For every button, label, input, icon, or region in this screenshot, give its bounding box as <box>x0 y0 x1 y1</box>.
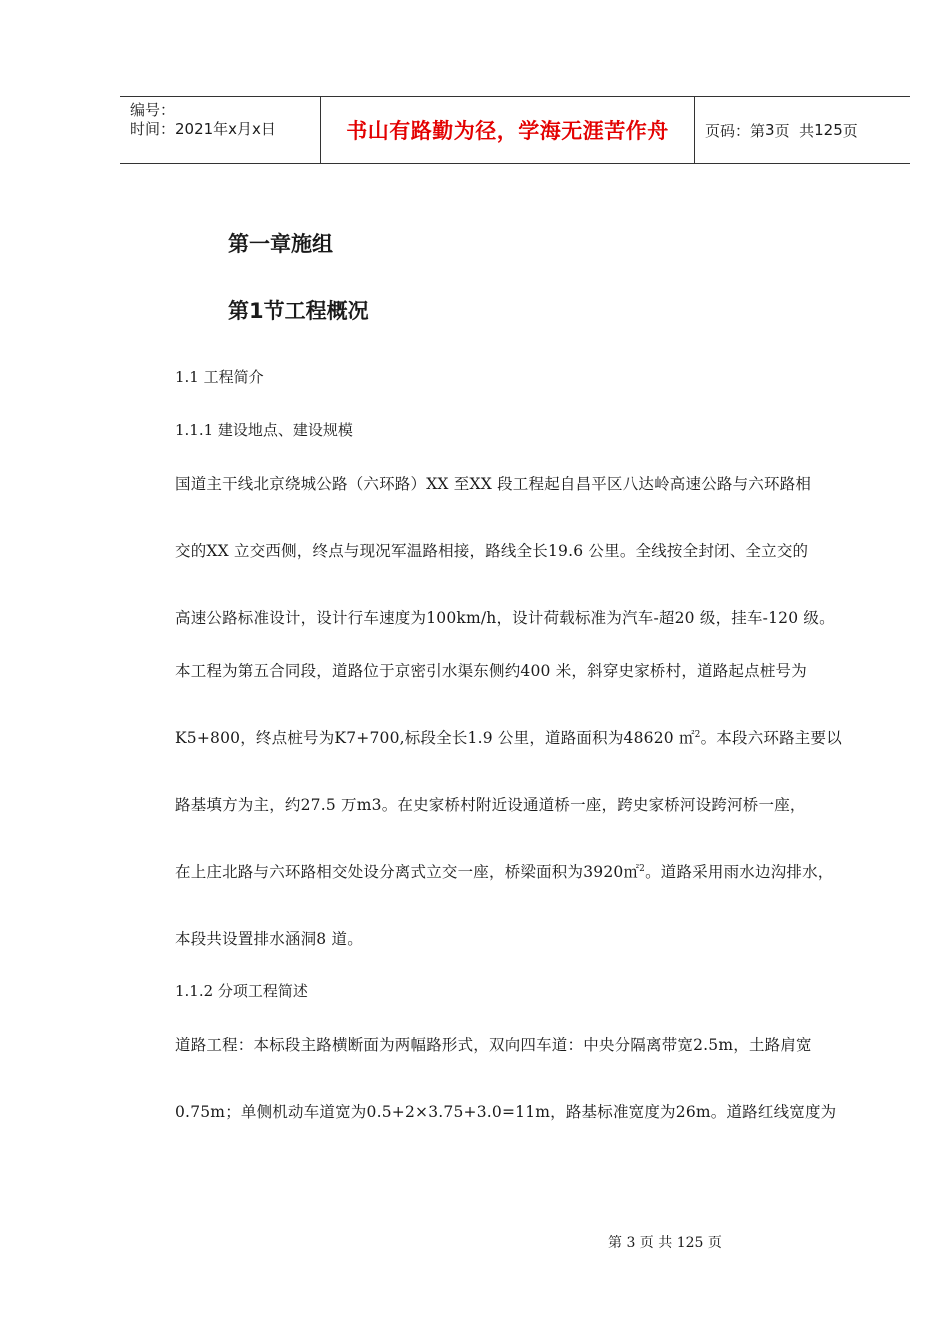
subsection-heading-1-1: 1.1 工程简介 <box>175 368 264 386</box>
paragraph-line: 0.75m；单侧机动车道宽为0.5+2×3.75+3.0=11m，路基标准宽度为26m。道路红线宽度为 <box>175 1103 837 1121</box>
page-number: 3 <box>765 121 775 139</box>
total-pages: 125 <box>814 121 843 139</box>
page-prefix: 页码：第 <box>705 121 766 140</box>
paragraph-line: 国道主干线北京绕城公路（六环路）XX 至XX 段工程起自昌平区八达岭高速公路与六环路相 <box>175 475 812 493</box>
superscript: 2 <box>639 863 646 874</box>
header-motto: 书山有路勤为径，学海无涯苦作舟 <box>321 97 695 163</box>
paragraph-text: K5+800，终点桩号为K7+700,标段全长1.9 公里，道路面积为48620 ㎡ <box>175 729 695 747</box>
paragraph-line: 道路工程：本标段主路横断面为两幅路形式，双向四车道：中央分隔离带宽2.5m，土路肩宽 <box>175 1036 812 1054</box>
document-number-label: 编号： <box>130 101 176 119</box>
superscript: 2 <box>694 729 701 740</box>
paragraph-line: 本段共设置排水涵洞8 道。 <box>175 930 363 948</box>
page-mid: 页 共 <box>774 121 815 140</box>
header-meta-cell <box>120 97 321 163</box>
chapter-title: 第一章施组 <box>228 232 333 256</box>
page-suffix: 页 <box>842 121 858 140</box>
page-footer: 第 3 页 共 125 页 <box>608 1235 722 1251</box>
paragraph-text: 在上庄北路与六环路相交处设分离式立交一座，桥梁面积为3920㎡ <box>175 863 640 881</box>
paragraph-line <box>175 726 865 748</box>
paragraph-line: 本工程为第五合同段，道路位于京密引水渠东侧约400 米，斜穿史家桥村，道路起点桩号为 <box>175 662 807 680</box>
paragraph-line: 高速公路标准设计，设计行车速度为100km/h，设计荷载标准为汽车-超20 级，挂车-120 级。 <box>175 609 835 627</box>
section-title: 第1节工程概况 <box>228 299 369 323</box>
page-header <box>120 96 910 164</box>
header-page-info <box>695 97 910 163</box>
document-time-label: 时间：2021年x月x日 <box>130 120 276 138</box>
paragraph-text: 。本段六环路主要以 <box>700 729 842 747</box>
subsection-heading-1-1-1: 1.1.1 建设地点、建设规模 <box>175 421 353 439</box>
paragraph-line <box>175 860 865 882</box>
paragraph-line: 交的XX 立交西侧，终点与现况军温路相接，路线全长19.6 公里。全线按全封闭、全立交的 <box>175 542 809 560</box>
paragraph-text: 。道路采用雨水边沟排水， <box>645 863 834 881</box>
paragraph-line: 路基填方为主，约27.5 万m3。在史家桥村附近设通道桥一座，跨史家桥河设跨河桥一座， <box>175 796 806 814</box>
subsection-heading-1-1-2: 1.1.2 分项工程简述 <box>175 982 308 1000</box>
